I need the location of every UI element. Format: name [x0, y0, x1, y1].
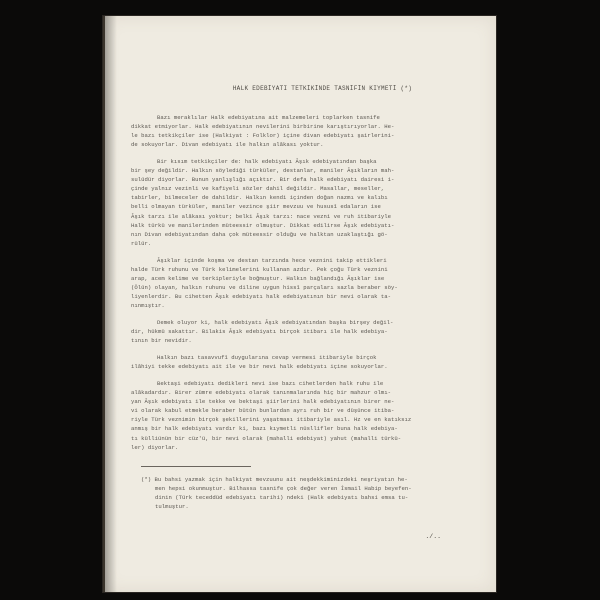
text-line: le bazı tetkikçiler ise (Halkiyat : Folklor) içine divan edebiyatı şairlerini- [131, 132, 395, 140]
text-line: halde Türk ruhunu ve Türk kelimelerini kullanan azdır. Pek çoğu Türk veznini [131, 265, 388, 273]
text-line: nınmıştır. [131, 301, 165, 309]
paragraph [131, 318, 484, 345]
text-line: sulüdür diyorlar. Bunun yanlışlığı açıktır. Bir defa halk edebiyatı dairesi i- [131, 176, 395, 184]
paragraph [131, 256, 484, 310]
paragraph [131, 113, 484, 149]
text-line: Bektaşi edebiyatı dedikleri nevi ise bazı cihetlerden halk ruhu ile [157, 380, 384, 388]
body-text [131, 113, 484, 452]
text-line: Halkın bazı tasavvufî duygularına cevap vermesi itibariyle birçok [157, 354, 377, 362]
page-edge [103, 16, 105, 592]
text-line: tabirler, bilmeceler de dahildir. Halkın kendi içinden doğan nazmı ve kalıbı [131, 194, 388, 202]
text-line: nın Divan edebiyatından daha çok müteessir olduğu ve halktan uzaklaştığı gö- [131, 230, 388, 238]
text-line: Bazı meraklılar Halk edebiyatına ait malzemeleri toplarken tasnife [157, 114, 380, 122]
paragraph [131, 157, 484, 247]
text-line: bir şey değildir. Halkın söylediği türküler, destanlar, maniler Âşıkların mah- [131, 167, 395, 175]
footnote [141, 475, 484, 511]
footnote-line: (*) Bu bahsi yazmak için halkiyat mevzuunu ait neşdekkiminizdeki neşriyatın he- [141, 475, 408, 483]
continuation-mark: ./.. [425, 533, 441, 540]
footnote-line: tulmuştur. [155, 502, 189, 510]
text-line: çinde yalnız vezinli ve kafiyeli sözler dahil değildir. Masallar, meseller, [131, 185, 385, 193]
text-line: vi olarak kabul etmekle beraber bütün bunlardan ayrı ruh bir ve düşünce itiba- [131, 407, 395, 415]
text-line: Bir kısım tetkikçiler de: halk edebiyatı Âşık edebiyatından başka [157, 158, 377, 166]
binding-shadow [103, 16, 117, 592]
footnote-line: dinin (Türk teceddüd edebiyatı tarihi) ndeki (Halk edebiyatı bahsi emsa tu- [155, 493, 409, 501]
text-line: (Ölün) olayan, halkın ruhunu ve diline uygun hissî parçaları sazla beraber söy- [131, 283, 398, 291]
document-page [103, 16, 496, 592]
text-line: dikkat etmiyorlar. Halk edebiyatının nevilerini birbirine karıştırıyorlar. He- [131, 123, 395, 131]
text-line: anmış bir halk edebiyatı vardır ki, bazı kıymetli nüsllifler buna halk edebiya- [131, 425, 398, 433]
text-line: Halk türkü ve manilerinden müteessir olmuştur. Dikkat edilirse Âşık edebiyatı- [131, 221, 395, 229]
text-line: tının bir nevidir. [131, 337, 192, 345]
text-line: Demek oluyor ki, halk edebiyatı Âşık edebiyatından başka birşey değil- [157, 318, 394, 326]
text-line: alâkadardır. Birer zümre edebiyatı olarak tanınmalarında hiç bir mahzur olmı- [131, 389, 392, 397]
page-content [131, 84, 484, 511]
text-line: belli olmayan türküler, maniler vezince şiir mevzuu ve hususî edaların ise [131, 203, 381, 211]
text-line: ilâhiyi tekke edebiyatı ait ile ve bir nevi halk edebiyatı içine sokuyorlar. [131, 363, 388, 371]
text-line: arap, acem kelime ve terkipleriyle boğmuştur. Halkın bağlandığı Âşıklar ise [131, 274, 385, 282]
text-line: Âşık tarzı ile alâkası yoktur; belki Âşık tarzı: nace vezni ve ruh itibariyle [131, 212, 392, 220]
text-line: de sokuyorlar. Divan edebiyatı ile halkın alâkası yoktur. [131, 141, 324, 149]
footnote-line: men hepsi okunmuştur. Bilhassa tasnife çok değer veren İsmail Habip beyefen- [155, 484, 412, 492]
text-line: tı külliünün bir cüz'ü, bir nevi olarak (mahalli edebiyat) yahut (mahalli türkü- [131, 434, 402, 442]
paragraph [131, 379, 484, 451]
text-line: Âşıklar içinde koşma ve destan tarzında hece veznini takip ettikleri [157, 256, 387, 264]
text-line: ler) diyorlar. [131, 443, 179, 451]
page-title: HALK EDEBİYATI TETKİKİNDE TASNİFİN KIYMETİ (*) [232, 85, 413, 92]
text-line: riyle Türk veznimin birçok şekillerini yaşatması itibariyle asıl. Hz ve en katıksız [131, 416, 412, 424]
paragraph [131, 353, 484, 371]
text-line: rülür. [131, 239, 152, 247]
footnote-separator [141, 466, 251, 467]
text-line: liyenlerdir. Bu cihetten Âşık edebiyatı halk edebiyatının bir nevi olarak ta- [131, 292, 392, 300]
text-line: dir, hükmü sakattır. Bilakis Âşık edebiyatı birçok itibarı ile halk edebiya- [131, 328, 388, 336]
text-line: yan Âşık edebiyatı ile tekke ve bektaşi şiirlerini halk edebiyatının birer ne- [131, 398, 395, 406]
